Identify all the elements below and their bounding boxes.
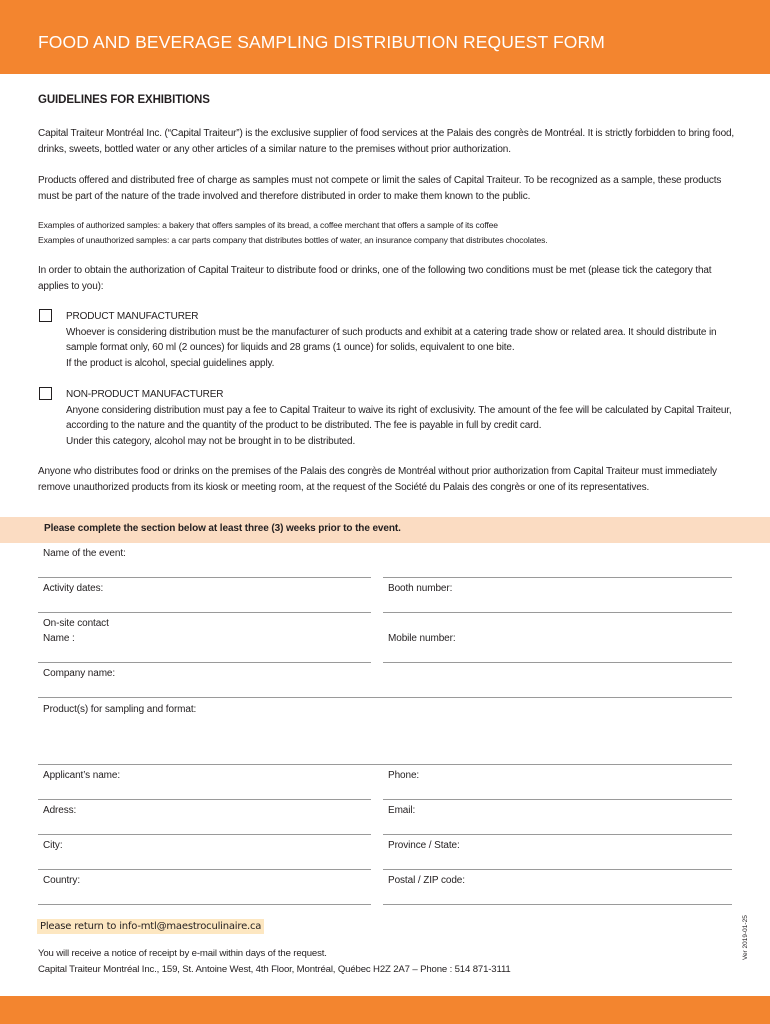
page-title: FOOD AND BEVERAGE SAMPLING DISTRIBUTION REQUEST FORM [38,32,605,52]
city-field[interactable] [38,869,371,870]
onsite-contact-label: On-site contact [43,618,109,629]
guidelines-paragraph-2: Products offered and distributed free of charge as samples must not compete or limit the sales of Capital Traiteur. To be recognized as a sample, these products must be part of the nature of the trade involved and therefore distributed in order to make them known to the public. [38,175,722,202]
form-instruction-text: Please complete the section below at least three (3) weeks prior to the event. [44,523,401,534]
product-manufacturer-option [66,309,738,371]
mobile-number-label: Mobile number: [388,633,456,644]
event-name-field-extension[interactable] [383,577,732,578]
province-label: Province / State: [388,840,460,851]
unauthorized-warning: Anyone who distributes food or drinks on the premises of the Palais des congrès de Montréal without prior authorization from Capital Traiteur must immediately remove unauthorized products from its kiosk or meeting room, at the request of the Société du Palais des congrès or one of its representatives. [38,466,717,493]
non-product-manufacturer-alcohol-note: Under this category, alcohol may not be brought in to be distributed. [66,435,356,447]
contact-name-field[interactable] [38,662,371,663]
booth-number-label: Booth number: [388,583,453,594]
version-label: Ver 2019-01-25 [742,915,749,960]
postal-code-field[interactable] [383,904,732,905]
footer-bar [0,996,770,1024]
footer-notice [38,946,511,977]
product-manufacturer-description: Whoever is considering distribution must be the manufacturer of such products and exhibit at a catering trade show or related area. It should distribute in sample format only, 60 ml (2 ounces) for liquids and 28 grams (1 ounce) for solids, equivalent to one bite. [66,326,717,353]
receipt-notice: You will receive a notice of receipt by e-mail within days of the request. [38,948,327,959]
unauthorized-examples: Examples of unauthorized samples: a car parts company that distributes bottles of water, an insurance company that distributes chocolates. [38,235,548,245]
event-name-label: Name of the event: [43,548,126,559]
non-product-manufacturer-description: Anyone considering distribution must pay a fee to Capital Traiteur to waive its right of exclusivity. The amount of the fee will be calculated by Capital Traiteur, according to the nature and the quantity of the product to be distributed. The fee is payable in full by credit card. [66,404,732,431]
return-email-note: Please return to info-mtl@maestroculinaire.ca [37,919,264,934]
mobile-number-field[interactable] [383,662,732,663]
postal-code-label: Postal / ZIP code: [388,875,465,886]
products-field[interactable] [38,764,732,765]
activity-dates-field[interactable] [38,612,371,613]
email-label: Email: [388,805,416,816]
applicant-name-field[interactable] [38,799,371,800]
event-name-field[interactable] [38,577,371,578]
product-manufacturer-alcohol-note: If the product is alcohol, special guidelines apply. [66,357,275,369]
conditions-intro: In order to obtain the authorization of Capital Traiteur to distribute food or drinks, one of the following two conditions must be met (please tick the category that applies to you): [38,265,712,292]
address-label: Adress: [43,805,77,816]
booth-number-field[interactable] [383,612,732,613]
non-product-manufacturer-title: NON-PRODUCT MANUFACTURER [66,389,224,400]
authorized-examples: Examples of authorized samples: a bakery that offers samples of its bread, a coffee merchant that offers a sample of its coffee [38,220,498,230]
phone-label: Phone: [388,770,420,781]
province-field[interactable] [383,869,732,870]
company-name-field[interactable] [38,697,732,698]
product-manufacturer-title: PRODUCT MANUFACTURER [66,311,199,322]
non-product-manufacturer-checkbox[interactable] [39,387,52,400]
address-field[interactable] [38,834,371,835]
country-label: Country: [43,875,80,886]
email-field[interactable] [383,834,732,835]
product-manufacturer-checkbox[interactable] [39,309,52,322]
company-address: Capital Traiteur Montréal Inc., 159, St. Antoine West, 4th Floor, Montréal, Québec H2Z 2A7 – Phone : 514 871-3111 [38,963,511,975]
phone-field[interactable] [383,799,732,800]
applicant-name-label: Applicant’s name: [43,770,121,781]
contact-name-label: Name : [43,633,75,644]
company-name-label: Company name: [43,668,116,679]
products-label: Product(s) for sampling and format: [43,704,197,715]
non-product-manufacturer-option [66,387,738,449]
city-label: City: [43,840,63,851]
guidelines-paragraph-1: Capital Traiteur Montréal Inc. (“Capital Traiteur”) is the exclusive supplier of food services at the Palais des congrès de Montréal. It is strictly forbidden to bring food, drinks, sweets, bottled water or any other articles of a similar nature to the premises without prior authorization. [38,128,735,155]
country-field[interactable] [38,904,371,905]
guidelines-heading: GUIDELINES FOR EXHIBITIONS [38,94,210,106]
activity-dates-label: Activity dates: [43,583,104,594]
